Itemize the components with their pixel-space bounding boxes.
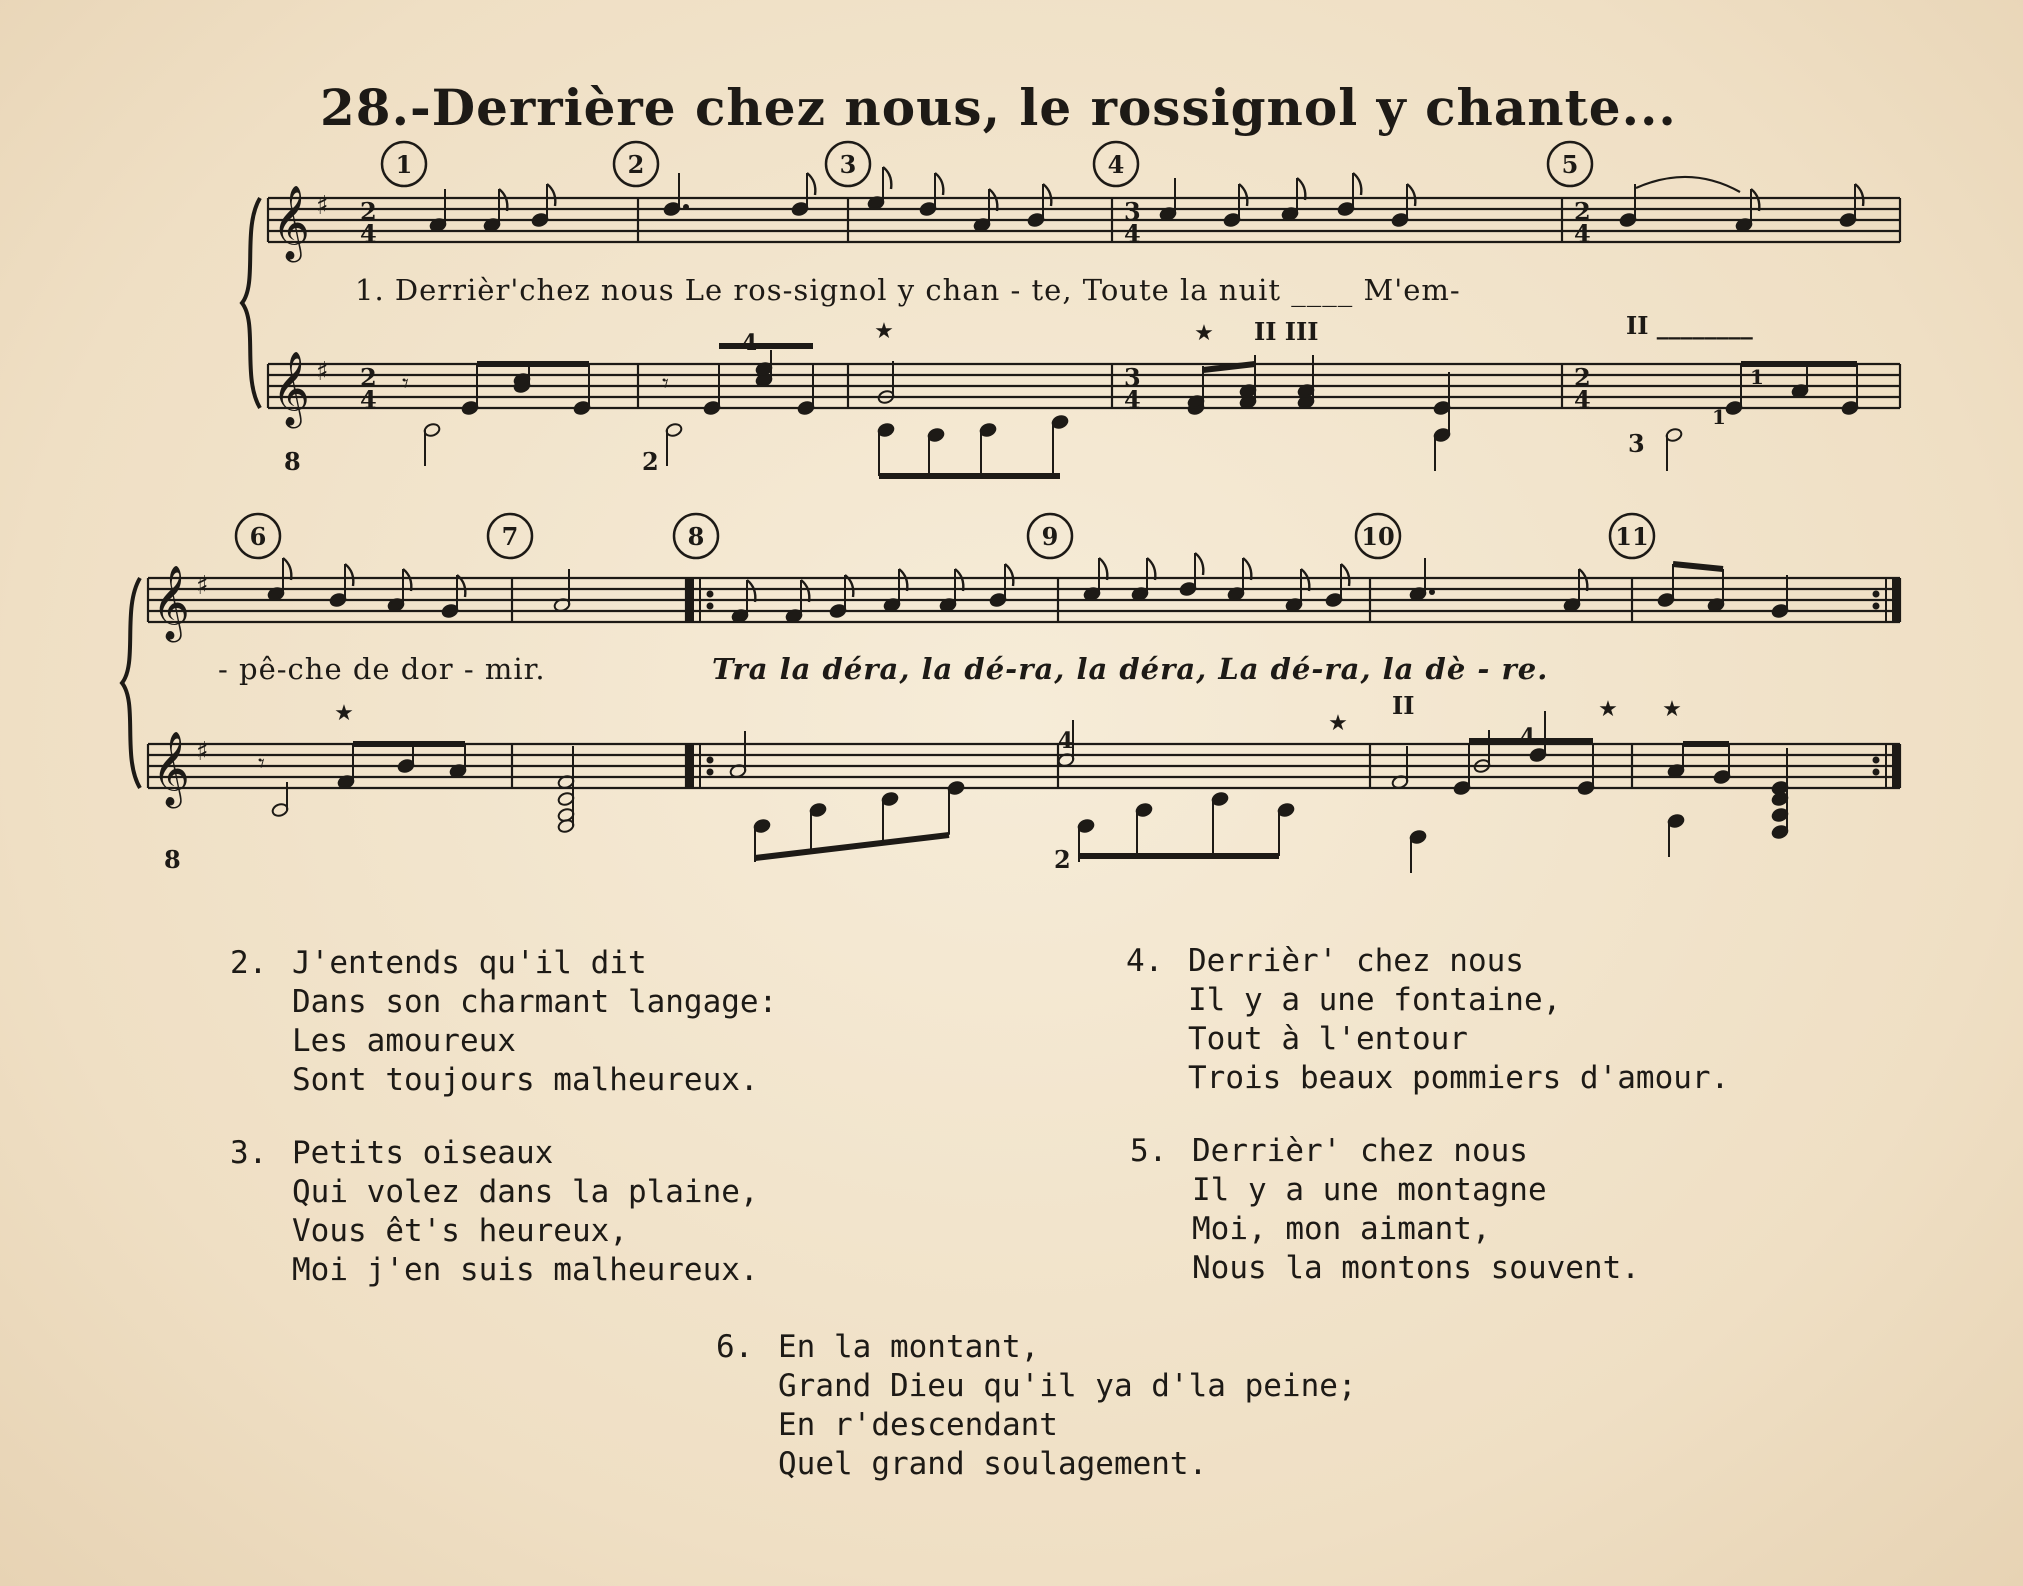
repeat-dot: [1873, 591, 1880, 598]
position-marking: II: [1392, 691, 1415, 720]
note-flag: [1043, 184, 1051, 206]
time-signature-numerator: 3: [1124, 197, 1141, 226]
fingering-marking: 2: [1054, 845, 1071, 874]
star-icon: ★: [1598, 697, 1618, 722]
note-flag: [499, 189, 507, 211]
note-flag: [747, 580, 755, 602]
fingering-marking: 4: [1520, 724, 1536, 750]
time-signature-numerator: 2: [360, 197, 377, 226]
note-beam: [1673, 564, 1723, 569]
verse-number: 6.: [716, 1329, 754, 1365]
fingering-marking: 1: [1712, 405, 1726, 429]
verse-line: Quel grand soulagement.: [778, 1446, 1208, 1482]
time-signature-denominator: 4: [360, 219, 377, 248]
verse-line: Les amoureux: [292, 1023, 516, 1059]
note-flag: [1239, 184, 1247, 206]
note-flag: [955, 569, 963, 591]
repeat-bar: [1892, 578, 1900, 622]
note-flag: [1353, 173, 1361, 195]
eighth-rest-icon: 𝄾: [662, 369, 669, 399]
note-flag: [1243, 558, 1251, 580]
measure-number: 11: [1615, 522, 1649, 551]
time-signature-numerator: 3: [1124, 363, 1141, 392]
note-flag: [801, 580, 809, 602]
sharp-icon: ♯: [316, 191, 329, 221]
star-icon: ★: [334, 701, 354, 726]
verse-line: Nous la montons souvent.: [1192, 1250, 1640, 1286]
note-flag: [1099, 558, 1107, 580]
dot: [683, 204, 689, 210]
star-icon: ★: [874, 319, 894, 344]
repeat-dot: [707, 591, 714, 598]
measure-number: 1: [395, 150, 413, 179]
verse-2: [230, 944, 778, 1100]
verse-line: Derrièr' chez nous: [1192, 1133, 1528, 1169]
verse-4: [1126, 942, 1730, 1098]
verse-line: Il y a une montagne: [1192, 1172, 1547, 1208]
verse-line: Qui volez dans la plaine,: [292, 1174, 759, 1210]
measure-number: 5: [1561, 150, 1579, 179]
measure-number: 7: [501, 522, 519, 551]
verse-line: J'entends qu'il dit: [292, 945, 647, 981]
verse-number: 5.: [1130, 1133, 1168, 1169]
verse-line: En la montant,: [778, 1329, 1040, 1365]
measure-number: 2: [627, 150, 645, 179]
note-flag: [1579, 569, 1587, 591]
octave-marking: 8: [164, 845, 181, 874]
repeat-bar: [686, 578, 694, 622]
note-flag: [1147, 558, 1155, 580]
lyrics-line-2: - pê-che de dor - mir.: [218, 652, 546, 686]
time-signature-numerator: 2: [1574, 197, 1591, 226]
time-signature-numerator: 2: [360, 363, 377, 392]
note-flag: [807, 173, 815, 195]
position-marking: II III: [1254, 317, 1319, 346]
octave-marking: 8: [284, 447, 301, 476]
note-flag: [883, 167, 891, 189]
star-icon: ★: [1328, 711, 1348, 736]
system-brace: [242, 198, 260, 408]
note-flag: [899, 569, 907, 591]
treble-clef-icon: 𝄞: [272, 186, 310, 260]
repeat-dot: [707, 757, 714, 764]
measure-number: 3: [839, 150, 857, 179]
verse-number: 3.: [230, 1135, 268, 1171]
verse-5: [1130, 1132, 1640, 1288]
note-flag: [989, 189, 997, 211]
verse-line: Trois beaux pommiers d'amour.: [1188, 1060, 1730, 1096]
star-icon: ★: [1662, 697, 1682, 722]
song-title: 28.-Derrière chez nous, le rossignol y chante...: [320, 78, 1677, 137]
measure-number: 10: [1361, 522, 1395, 551]
repeat-dot: [1873, 769, 1880, 776]
measure-number: 6: [249, 522, 267, 551]
fingering-marking: 4: [1058, 728, 1074, 754]
treble-clef-icon: 𝄞: [152, 566, 190, 640]
note-flag: [403, 569, 411, 591]
note-flag: [547, 184, 555, 206]
verse-3: [230, 1134, 759, 1290]
note-flag: [1005, 564, 1013, 586]
verse-6: [716, 1328, 1357, 1484]
dot: [1429, 589, 1435, 595]
eighth-rest-icon: 𝄾: [402, 369, 409, 399]
verse-line: Sont toujours malheureux.: [292, 1062, 759, 1098]
time-signature-denominator: 4: [1124, 385, 1141, 414]
measure-number: 9: [1041, 522, 1059, 551]
sharp-icon: ♯: [316, 357, 329, 387]
repeat-bar: [1892, 744, 1900, 788]
repeat-dot: [707, 603, 714, 610]
verse-line: Petits oiseaux: [292, 1135, 554, 1171]
time-signature-denominator: 4: [1124, 219, 1141, 248]
repeat-dot: [1873, 757, 1880, 764]
note-flag: [1751, 189, 1759, 211]
note-flag: [283, 558, 291, 580]
sharp-icon: ♯: [196, 737, 209, 767]
note-flag: [1301, 569, 1309, 591]
verse-line: Moi, mon aimant,: [1192, 1211, 1491, 1247]
verse-line: Vous êt's heureux,: [292, 1213, 628, 1249]
repeat-dot: [707, 769, 714, 776]
verse-line: Grand Dieu qu'il ya d'la peine;: [778, 1368, 1357, 1404]
measure-number: 8: [687, 522, 705, 551]
note-flag: [1297, 178, 1305, 200]
fingering-marking: 2: [642, 447, 659, 476]
note-flag: [1855, 184, 1863, 206]
note-flag: [345, 564, 353, 586]
note-flag: [935, 173, 943, 195]
lyrics-line-1: 1. Derrièr'chez nous Le ros-signol y chan - te, Toute la nuit ____ M'em-: [355, 273, 1461, 307]
time-signature-denominator: 4: [1574, 385, 1591, 414]
fingering-marking: 1: [1750, 365, 1764, 389]
note-flag: [1341, 564, 1349, 586]
repeat-bar: [686, 744, 694, 788]
verse-line: Moi j'en suis malheureux.: [292, 1252, 759, 1288]
time-signature-numerator: 2: [1574, 363, 1591, 392]
repeat-dot: [1873, 603, 1880, 610]
measure-number: 4: [1107, 150, 1125, 179]
verse-number: 4.: [1126, 943, 1164, 979]
verse-line: Tout à l'entour: [1188, 1021, 1468, 1057]
verse-line: Derrièr' chez nous: [1188, 943, 1524, 979]
verse-line: Dans son charmant langage:: [292, 984, 778, 1020]
time-signature-denominator: 4: [1574, 219, 1591, 248]
note-beam: [755, 835, 949, 858]
star-icon: ★: [1194, 321, 1214, 346]
eighth-rest-icon: 𝄾: [258, 749, 265, 779]
verse-number: 2.: [230, 945, 268, 981]
tie-arc: [1636, 177, 1740, 192]
lyrics-refrain: Tra la déra, la dé-ra, la déra, La dé-ra, la dè - re.: [712, 652, 1549, 686]
treble-clef-icon: 𝄞: [152, 732, 190, 806]
fingering-marking: 3: [1628, 429, 1645, 458]
note-flag: [1407, 184, 1415, 206]
note-flag: [1195, 553, 1203, 575]
system-brace: [122, 578, 140, 788]
verse-line: Il y a une fontaine,: [1188, 982, 1562, 1018]
sharp-icon: ♯: [196, 571, 209, 601]
treble-clef-icon: 𝄞: [272, 352, 310, 426]
position-marking: II ________: [1626, 311, 1753, 340]
verse-line: En r'descendant: [778, 1407, 1058, 1443]
time-signature-denominator: 4: [360, 385, 377, 414]
fingering-marking: 4: [742, 330, 758, 356]
